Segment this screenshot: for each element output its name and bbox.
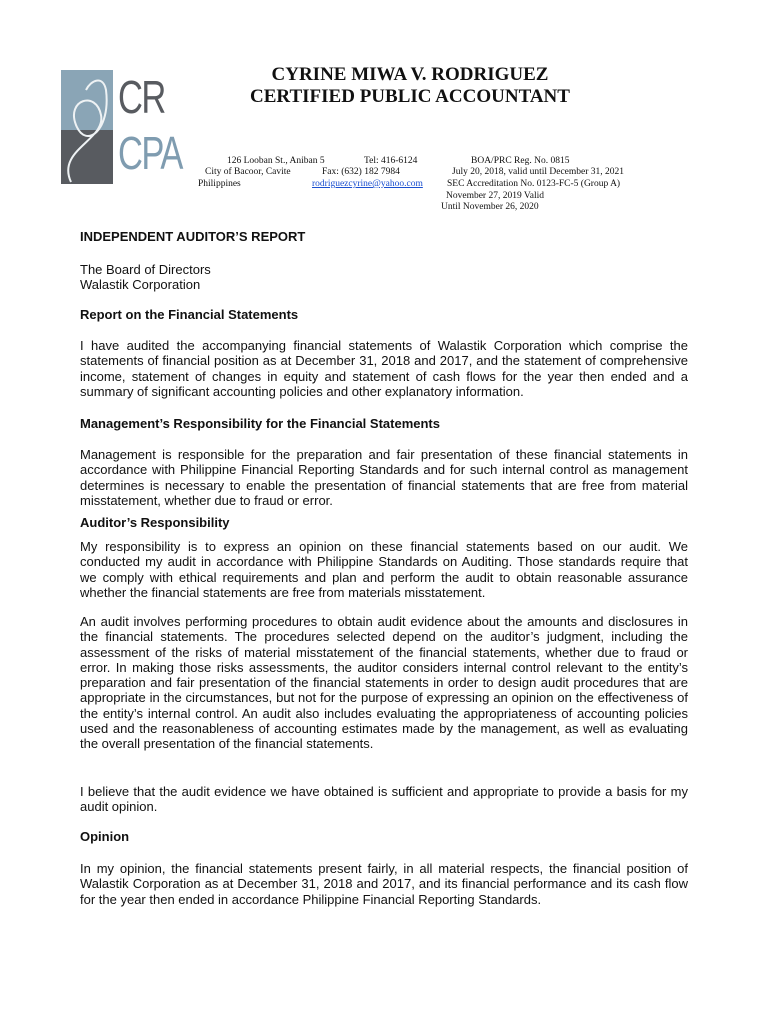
- logo-text-cr: CR: [118, 71, 165, 123]
- accreditation-line-2: July 20, 2018, valid until December 31, 2021: [452, 167, 625, 177]
- section-heading: Opinion: [80, 829, 130, 844]
- paragraph: My responsibility is to express an opinion on these financial statements based on our audit. We conducted my audit in accordance with Philippine Standards on Auditing. Those standards require that we comply with ethical requirements and plan and perform the audit to obtain reasonable assurance whether the financial statements are free from materials misstatement.: [80, 539, 688, 600]
- accreditation-line-3: SEC Accreditation No. 0123-FC-5 (Group A): [447, 179, 621, 189]
- section-heading: Management’s Responsibility for the Financial Statements: [80, 416, 440, 431]
- fax: Fax: (632) 182 7984: [322, 167, 400, 177]
- accreditation-line-1: BOA/PRC Reg. No. 0815: [471, 156, 570, 166]
- addressee-line-2: Walastik Corporation: [80, 277, 201, 292]
- addressee-line-1: The Board of Directors: [80, 262, 211, 277]
- paragraph: An audit involves performing procedures to obtain audit evidence about the amounts and disclosures in the financial statements. The procedures selected depend on the auditor’s judgment, including the assessment of the risks of material misstatement of the financial statements, whether due to fraud or error. In making those risks assessments, the auditor considers internal control relevant to the entity’s preparation and fair presentation of the financial statements in order to design audit procedures that are appropriate in the circumstances, but not for the purpose of expressing an opinion on the effectiveness of the entity’s internal control. An audit also includes evaluating the appropriateness of accounting policies used and the reasonableness of accounting estimates made by the management, as well as evaluating the overall presentation of the financial statements.: [80, 614, 688, 752]
- section-heading: Report on the Financial Statements: [80, 307, 299, 322]
- cpa-name: CYRINE MIWA V. RODRIGUEZ: [271, 64, 549, 85]
- cpa-title: CERTIFIED PUBLIC ACCOUNTANT: [250, 86, 570, 107]
- email-link[interactable]: rodriguezcyrine@yahoo.com: [312, 179, 423, 189]
- paragraph: I have audited the accompanying financial statements of Walastik Corporation which comprise the statements of financial position as at December 31, 2018 and 2017, and the statement of comprehensive income, statement of changes in equity and statement of cash flows for the year then ended and a summary of significant accounting policies and other explanatory information.: [80, 338, 688, 399]
- address-line-3: Philippines: [198, 179, 241, 189]
- paragraph: Management is responsible for the preparation and fair presentation of these financial statements in accordance with Philippine Financial Reporting Standards and for such internal control as management determines is necessary to enable the presentation of financial statements that are free from material misstatement, whether due to fraud or error.: [80, 447, 688, 508]
- paragraph: In my opinion, the financial statements present fairly, in all material respects, the financial position of Walastik Corporation as at December 31, 2018 and 2017, and its financial performance and its cash flow for the year then ended in accordance Philippine Financial Reporting Standards.: [80, 861, 688, 907]
- report-title: INDEPENDENT AUDITOR’S REPORT: [80, 229, 306, 244]
- tel: Tel: 416-6124: [364, 156, 418, 166]
- accreditation-line-5: Until November 26, 2020: [441, 202, 539, 212]
- address-line-1: 126 Looban St., Aniban 5: [227, 156, 325, 166]
- logo-text-cpa: CPA: [118, 127, 182, 179]
- section-heading: Auditor’s Responsibility: [80, 515, 230, 530]
- address-line-2: City of Bacoor, Cavite: [205, 167, 291, 177]
- accreditation-line-4: November 27, 2019 Valid: [446, 191, 544, 201]
- paragraph: I believe that the audit evidence we have obtained is sufficient and appropriate to provide a basis for my audit opinion.: [80, 784, 688, 815]
